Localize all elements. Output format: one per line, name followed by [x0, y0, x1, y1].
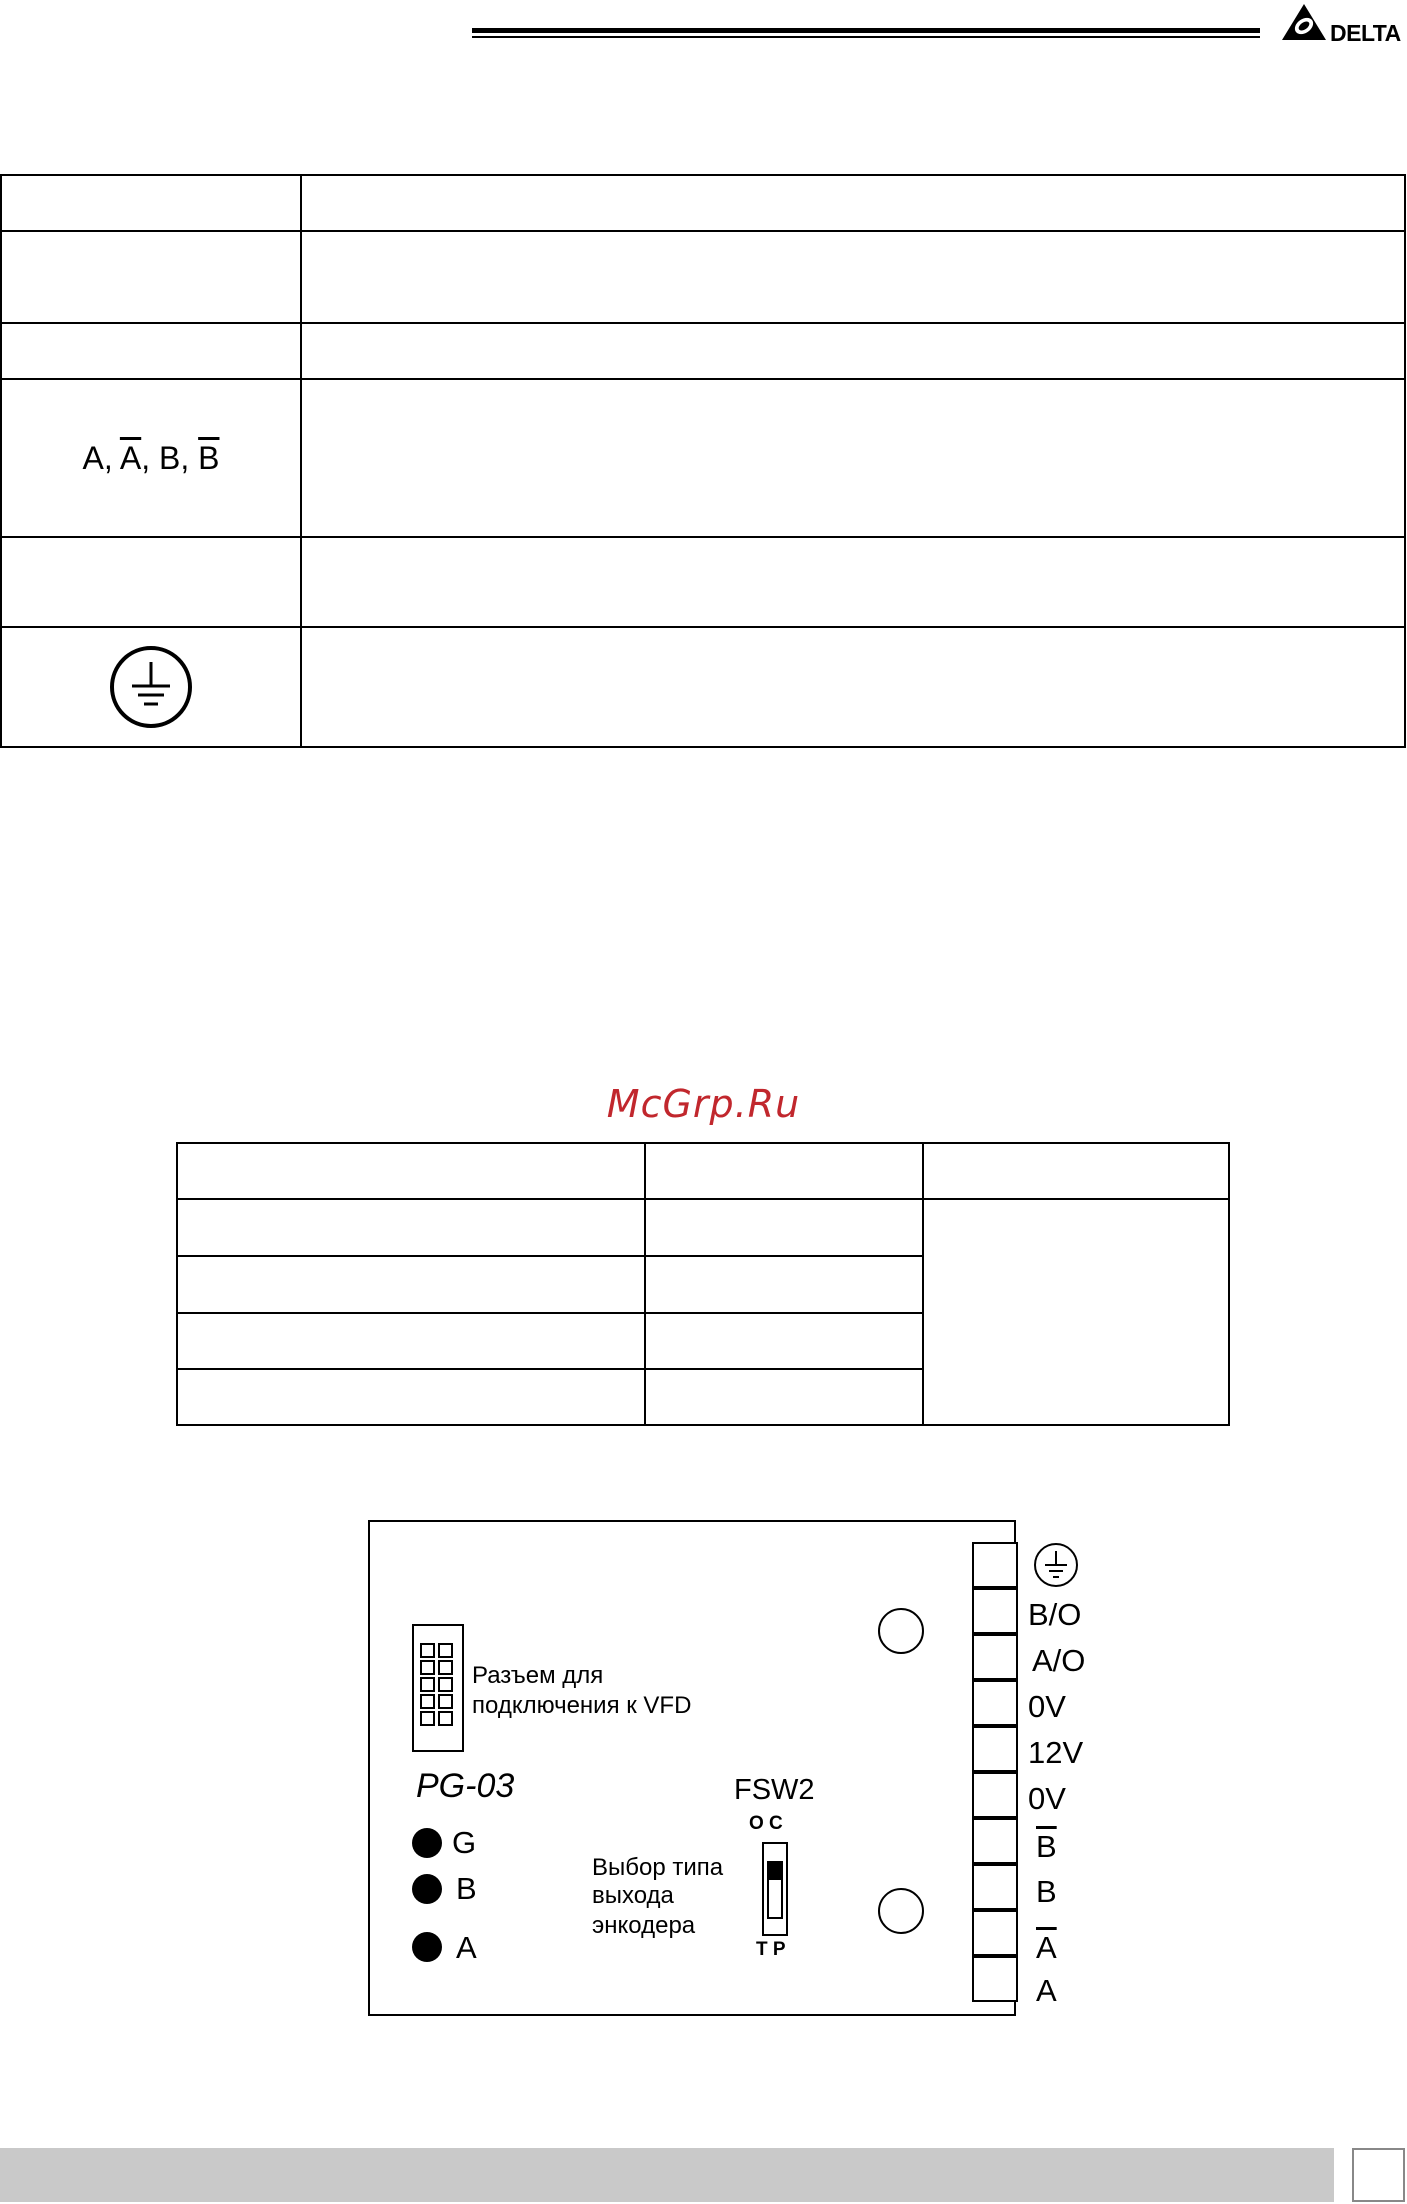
table-cell-label	[1, 175, 301, 231]
table-row	[1, 231, 1405, 323]
terminal-ground	[972, 1542, 1018, 1588]
led-g-label: G	[452, 1825, 477, 1860]
table-cell	[645, 1256, 923, 1313]
mounting-hole-bottom	[878, 1888, 924, 1934]
connector-label-line1: Разъем для	[472, 1662, 604, 1689]
terminal-label-b-o: B/O	[1028, 1597, 1082, 1632]
terminal-a	[972, 1956, 1018, 2002]
table-row	[177, 1199, 1229, 1256]
table-row	[1, 537, 1405, 627]
terminal-label-12v: 12V	[1028, 1735, 1084, 1770]
ground-icon	[1032, 1541, 1080, 1589]
connector-label-line2: подключения к VFD	[472, 1692, 692, 1719]
selector-label-line2: выхода	[592, 1882, 674, 1909]
table-cell-desc	[301, 231, 1405, 323]
table-cell	[923, 1143, 1229, 1199]
table-cell-desc	[301, 175, 1405, 231]
switch-bottom-label: T P	[756, 1939, 786, 1960]
terminal-b	[972, 1864, 1018, 1910]
terminal-label-0v-1: 0V	[1028, 1689, 1066, 1724]
table-row	[1, 379, 1405, 537]
spec-table	[176, 1142, 1230, 1426]
terminal-b-o	[972, 1588, 1018, 1634]
table-cell-label	[1, 537, 301, 627]
footer-bar	[0, 2148, 1334, 2202]
header-rule-thin	[472, 36, 1260, 38]
table-cell	[177, 1369, 645, 1425]
switch-name: FSW2	[734, 1774, 815, 1806]
vfd-connector-icon	[412, 1624, 464, 1752]
signal-a-inverted: $\overline{A}$	[119, 439, 142, 476]
page-number-box	[1352, 2148, 1405, 2202]
terminal-0v-1	[972, 1680, 1018, 1726]
table-cell	[177, 1313, 645, 1369]
table-cell	[177, 1143, 645, 1199]
signal-b: , B,	[141, 439, 199, 476]
terminal-label-b: B	[1036, 1874, 1057, 1909]
terminal-label-a-o: A/O	[1032, 1643, 1086, 1678]
table-cell-desc	[301, 379, 1405, 537]
model-label: PG-03	[416, 1767, 515, 1805]
table-row	[177, 1143, 1229, 1199]
table-cell-label	[1, 323, 301, 379]
led-b-indicator	[412, 1874, 442, 1904]
table-cell	[645, 1143, 923, 1199]
ground-cell	[1, 627, 301, 747]
selector-label-line3: энкодера	[592, 1912, 696, 1939]
table-cell-merged	[923, 1199, 1229, 1425]
switch-top-label: O C	[749, 1813, 783, 1834]
signal-names-cell	[1, 379, 301, 537]
led-a-indicator	[412, 1932, 442, 1962]
table-cell-desc	[301, 627, 1405, 747]
terminal-12v	[972, 1726, 1018, 1772]
table-cell-label	[1, 231, 301, 323]
terminal-b-inv	[972, 1818, 1018, 1864]
mounting-hole-top	[878, 1608, 924, 1654]
terminal-label-b-inv: $\overline{B}$	[1036, 1829, 1057, 1864]
brand-name: DELTA	[1330, 20, 1401, 46]
table-row	[1, 175, 1405, 231]
terminal-table	[0, 174, 1406, 748]
terminal-a-o	[972, 1634, 1018, 1680]
terminal-label-0v-2: 0V	[1028, 1781, 1066, 1816]
led-b-label: B	[456, 1871, 477, 1906]
signal-b-inverted: $\overline{B}$	[198, 439, 220, 476]
watermark: McGrp.Ru	[606, 1082, 801, 1126]
terminal-0v-2	[972, 1772, 1018, 1818]
header-rule-thick	[472, 28, 1260, 33]
table-row	[1, 323, 1405, 379]
selector-label-line1: Выбор типа	[592, 1854, 724, 1881]
table-cell	[645, 1369, 923, 1425]
table-cell	[645, 1313, 923, 1369]
table-cell	[645, 1199, 923, 1256]
terminal-label-a-inv: $\overline{A}$	[1036, 1930, 1057, 1965]
led-g-indicator	[412, 1828, 442, 1858]
table-cell	[177, 1256, 645, 1313]
signal-a: A,	[82, 439, 120, 476]
table-cell-desc	[301, 537, 1405, 627]
terminal-label-a: A	[1036, 1973, 1057, 2008]
led-a-label: A	[456, 1930, 477, 1965]
table-cell	[177, 1199, 645, 1256]
encoder-type-switch[interactable]	[762, 1842, 788, 1936]
table-row	[1, 627, 1405, 747]
terminal-a-inv	[972, 1910, 1018, 1956]
ground-icon	[108, 644, 194, 730]
table-cell-desc	[301, 323, 1405, 379]
